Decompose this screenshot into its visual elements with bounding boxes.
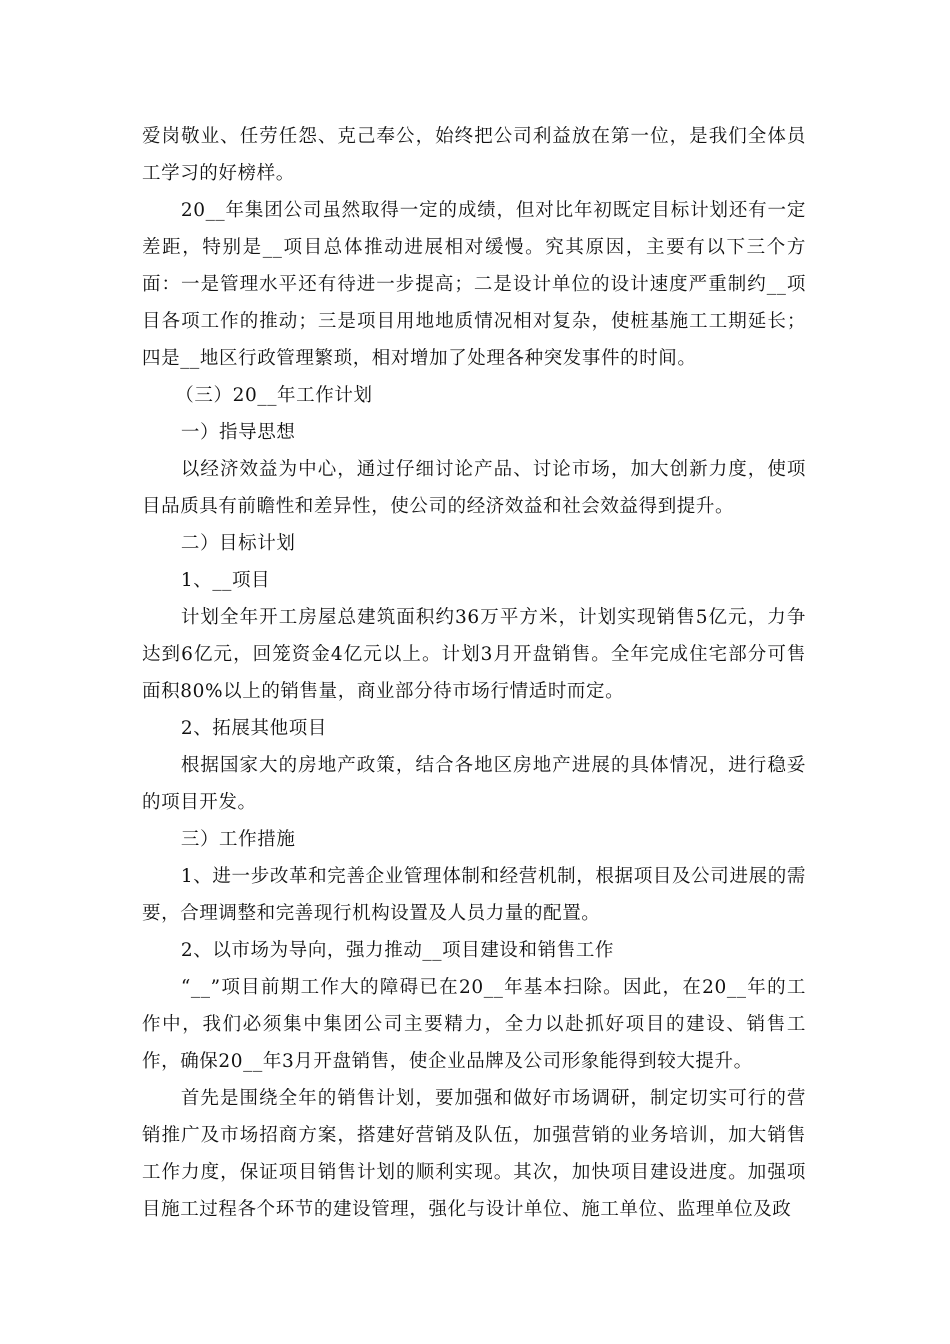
subheading-work-measures: 三）工作措施 — [180, 829, 296, 850]
subheading-guiding-thought: 一）指导思想 — [180, 422, 296, 443]
subheading-target-plan: 二）目标计划 — [180, 533, 296, 554]
item-heading-project-2: 2、拓展其他项目 — [180, 718, 327, 739]
paragraph-2: 20__年集团公司虽然取得一定的成绩，但对比年初既定目标计划还有一定差距，特别是__项目总体推动进展相对缓慢。究其原因，主要有以下三个方面：一是管理水平还有待进一步提高；二是设计单位的设计速度严重制约__项目各项工作的推动；三是项目用地地质情况相对复杂，使桩基施工工期延长；四是__地区行政管理繁琐，相对增加了处理各种突发事件的时间。 — [142, 200, 806, 369]
paragraph-measure-1: 1、进一步改革和完善企业管理体制和经营机制，根据项目及公司进展的需要，合理调整和完善现行机构设置及人员力量的配置。 — [142, 866, 806, 924]
paragraph-project-1: 计划全年开工房屋总建筑面积约36万平方米，计划实现销售5亿元，力争达到6亿元，回笼资金4亿元以上。计划3月开盘销售。全年完成住宅部分可售面积80%以上的销售量，商业部分待市场行情适时而定。 — [142, 607, 806, 702]
paragraph-project-2: 根据国家大的房地产政策，结合各地区房地产进展的具体情况，进行稳妥的项目开发。 — [142, 755, 806, 813]
paragraph-measure-2: 2、以市场为导向，强力推动__项目建设和销售工作 — [180, 940, 615, 961]
paragraph-project-progress: “__”项目前期工作大的障碍已在20__年基本扫除。因此，在20__年的工作中，我们必须集中集团公司主要精力，全力以赴抓好项目的建设、销售工作，确保20__年3月开盘销售，使企业品牌及公司形象能得到较大提升。 — [142, 977, 806, 1072]
paragraph-guiding-thought: 以经济效益为中心，通过仔细讨论产品、讨论市场，加大创新力度，使项目品质具有前瞻性和差异性，使公司的经济效益和社会效益得到提升。 — [142, 459, 806, 517]
document-body — [142, 118, 806, 1228]
section-heading-work-plan: （三）20__年工作计划 — [175, 385, 373, 406]
paragraph-1: 爱岗敬业、任劳任怨、克己奉公，始终把公司利益放在第一位，是我们全体员工学习的好榜样。 — [142, 126, 806, 184]
paragraph-sales-plan: 首先是围绕全年的销售计划，要加强和做好市场调研，制定切实可行的营销推广及市场招商方案，搭建好营销及队伍，加强营销的业务培训，加大销售工作力度，保证项目销售计划的顺利实现。其次，加快项目建设进度。加强项目施工过程各个环节的建设管理，强化与设计单位、施工单位、监理单位及政 — [142, 1088, 806, 1220]
item-heading-project-1: 1、__项目 — [180, 570, 271, 591]
